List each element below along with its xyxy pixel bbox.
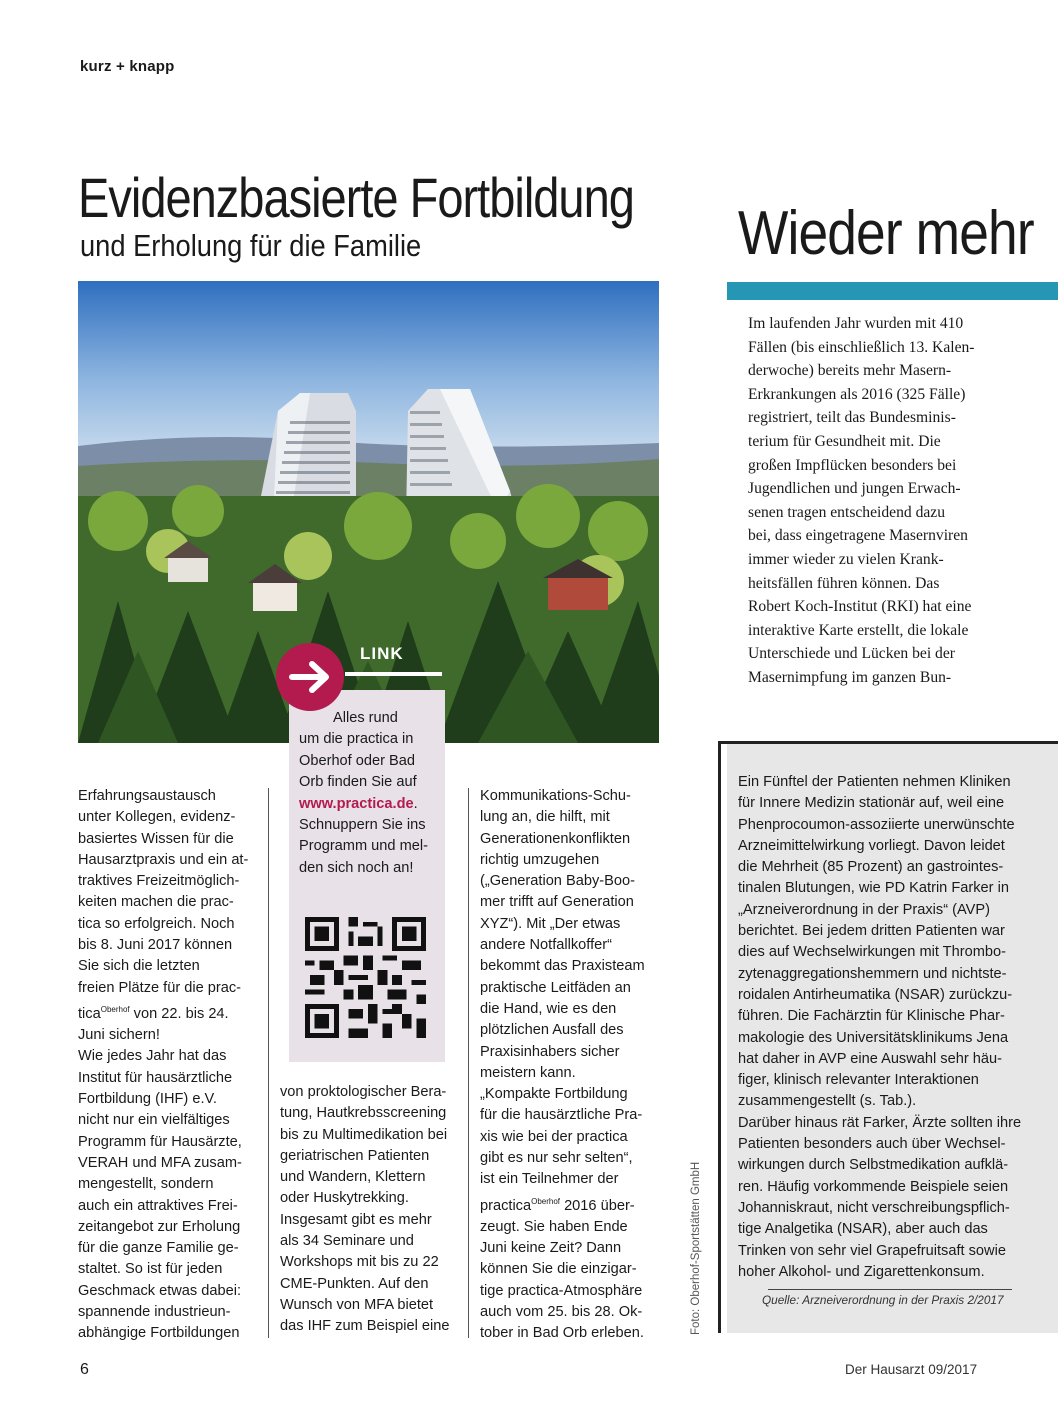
text-line: bis zu Multimedikation bei	[280, 1126, 448, 1143]
text-line: xis wie bei der practica	[480, 1128, 628, 1145]
text-line: Programm und mel-	[299, 838, 428, 855]
text-line: Robert Koch-Institut (RKI) hat eine	[748, 598, 972, 616]
text-line: Fällen (bis einschließlich 13. Kalen-	[748, 338, 975, 356]
text-line: Orb finden Sie auf	[299, 774, 417, 791]
text-line: Fortbildung (IHF) e.V.	[78, 1091, 217, 1108]
text-line: als 34 Seminare und	[280, 1233, 414, 1250]
text-line: zeugt. Sie haben Ende	[480, 1218, 628, 1235]
text-line: dies auf Wechselwirkungen mit Thrombo-	[738, 944, 1006, 961]
text-line: lung an, die hilft, mit	[480, 809, 610, 826]
text-line: wirkungen durch Selbstmedikation aufklä-	[738, 1157, 1009, 1174]
section-label: kurz + knapp	[80, 58, 175, 75]
url-suffix: .	[413, 795, 418, 812]
text-line: terium für Gesundheit mit. Die	[748, 432, 941, 450]
text-line: von proktologischer Bera-	[280, 1084, 447, 1100]
text-line: CME-Punkten. Auf den	[280, 1275, 429, 1292]
text-line: tige Analgetika (NSAR), aber auch das	[738, 1221, 988, 1238]
text-line: richtig umzugehen	[480, 851, 600, 868]
text-line: für Innere Medizin stationär auf, weil eine	[738, 795, 1005, 812]
text-line: figer, klinisch relevanter Interaktionen	[738, 1072, 979, 1089]
text-line: Masernimpfung im ganzen Bun-	[748, 668, 952, 686]
info-box-border	[718, 741, 1058, 744]
text-line: tige practica-Atmosphäre	[480, 1282, 643, 1299]
practica-link[interactable]: www.practica.de	[299, 795, 414, 812]
article-headline: Evidenzbasierte Fortbildung	[78, 166, 634, 229]
text-line: basiertes Wissen für die	[78, 830, 234, 847]
text-line: mengestellt, sondern	[78, 1176, 214, 1193]
text-line: Jugendlichen und jungen Erwach-	[748, 480, 961, 498]
text-line: registriert, teilt das Bundesminis-	[748, 409, 956, 427]
arrow-right-icon	[276, 643, 344, 711]
text-line: VERAH und MFA zusam-	[78, 1154, 242, 1171]
text-line: „Arzneiverordnung in der Praxis“ (AVP)	[738, 901, 990, 918]
text-line: Oberhof oder Bad	[299, 752, 416, 769]
accent-bar	[727, 282, 1058, 300]
text-line: zusammengestellt (s. Tab.).	[738, 1093, 917, 1110]
text-line: makologie des Universitätsklinikums Jena	[738, 1029, 1009, 1046]
text-line: Wunsch von MFA bietet	[280, 1296, 434, 1313]
text-line: Phenprocoumon-assoziierte unerwünschte	[738, 816, 1015, 833]
text-line: Wie jedes Jahr hat das	[78, 1048, 227, 1065]
text-line: staltet. So ist für jeden	[78, 1261, 223, 1278]
practica-sup: Oberhof	[531, 1196, 561, 1206]
text-line: mer trifft auf Generation	[480, 894, 634, 911]
text-line: 2016 über-	[560, 1197, 635, 1214]
source-rule	[768, 1289, 1012, 1290]
text-line: Schnuppern Sie ins	[299, 817, 426, 834]
text-line: auch vom 25. bis 28. Ok-	[480, 1303, 643, 1320]
text-line: Im laufenden Jahr wurden mit 410	[748, 315, 964, 332]
text-line: führen. Die Fachärztin für Klinische Phar-	[738, 1008, 1005, 1025]
text-line: die Mehrheit (85 Prozent) an gastrointes-	[738, 859, 1004, 876]
text-line: Kommunikations-Schu-	[480, 788, 631, 804]
article-column-3	[480, 786, 662, 1345]
text-line: großen Impflücken besonders bei	[748, 456, 957, 474]
text-line: Programm für Hausärzte,	[78, 1133, 242, 1150]
text-line: praktische Leitfäden an	[480, 979, 631, 996]
text-line: senen tragen entscheidend dazu	[748, 503, 946, 521]
link-text	[299, 708, 439, 879]
photo-credit: Foto: Oberhof-Sportstätten GmbH	[690, 1161, 702, 1335]
column-divider	[268, 788, 269, 1338]
text-line: immer wieder zu vielen Krank-	[748, 550, 944, 568]
info-box-border	[718, 741, 721, 1333]
text-line: Geschmack etwas dabei:	[78, 1282, 242, 1299]
article-column-2	[280, 1082, 462, 1338]
text-line: tober in Bad Orb erleben.	[480, 1325, 644, 1342]
text-line: roidalen Antirheumatika (NSAR) zurückzu-	[738, 986, 1013, 1003]
text-line: „Kompakte Fortbildung	[480, 1086, 628, 1103]
text-line: für die hausärztliche Pra-	[480, 1107, 643, 1124]
practica-word: tica	[78, 1005, 101, 1022]
text-line: unter Kollegen, evidenz-	[78, 809, 236, 826]
practica-sup: Oberhof	[100, 1004, 130, 1014]
text-line: ist ein Teilnehmer der	[480, 1171, 619, 1188]
text-line: Erfahrungsaustausch	[78, 788, 216, 804]
text-line: Sie sich die letzten	[78, 958, 200, 975]
text-line: tica so erfolgreich. Noch	[78, 915, 235, 932]
text-line: die Hand, wie es den	[480, 1000, 617, 1017]
text-line: Ein Fünftel der Patienten nehmen Kliniken	[738, 774, 1011, 790]
right-article-body	[748, 312, 1008, 690]
text-line: Unterschiede und Lücken bei der	[748, 645, 955, 663]
article-subheadline: und Erholung für die Familie	[80, 228, 422, 263]
text-line: meistern kann.	[480, 1064, 576, 1081]
text-line: interaktive Karte erstellt, die lokale	[748, 621, 969, 639]
text-line: Alles rund	[333, 710, 398, 726]
text-line: Hausarztpraxis und ein at-	[78, 851, 249, 868]
text-line: auch ein attraktives Frei-	[78, 1197, 238, 1214]
text-line: können Sie die einzigar-	[480, 1261, 637, 1278]
text-line: tung, Hautkrebsscreening	[280, 1105, 447, 1122]
text-line: freien Plätze für die prac-	[78, 979, 242, 996]
text-line: plötzlichen Ausfall des	[480, 1022, 624, 1039]
qr-code-icon[interactable]	[305, 917, 426, 1038]
text-line: für die ganze Familie ge-	[78, 1240, 239, 1257]
info-source: Quelle: Arzneiverordnung in der Praxis 2/2017	[762, 1293, 1004, 1307]
text-line: zytenaggregationshemmern und nichtste-	[738, 965, 1007, 982]
text-line: Institut für hausärztliche	[78, 1069, 233, 1086]
text-line: derwoche) bereits mehr Masern-	[748, 362, 952, 380]
text-line: Insgesamt gibt es mehr	[280, 1211, 432, 1228]
link-label: LINK	[360, 644, 404, 663]
text-line: geriatrischen Patienten	[280, 1147, 430, 1164]
text-line: Johanniskraut, nicht verschreibungspflich-	[738, 1199, 1010, 1216]
text-line: gibt es nur sehr selten“,	[480, 1150, 633, 1167]
text-line: tinalen Blutungen, wie PD Katrin Farker in	[738, 880, 1009, 897]
text-line: das IHF zum Beispiel eine	[280, 1318, 450, 1335]
text-line: traktives Freizeitmöglich-	[78, 873, 240, 890]
text-line: Darüber hinaus rät Farker, Ärzte sollten ihre	[738, 1114, 1022, 1131]
publication-info: Der Hausarzt 09/2017	[845, 1362, 978, 1377]
text-line: zeitangebot zur Erholung	[78, 1218, 241, 1235]
text-line: von 22. bis 24.	[129, 1005, 229, 1022]
text-line: Workshops mit bis zu 22	[280, 1254, 439, 1271]
text-line: Juni keine Zeit? Dann	[480, 1240, 622, 1257]
page-number: 6	[80, 1361, 89, 1378]
text-line: hoher Alkohol- und Zigarettenkonsum.	[738, 1263, 985, 1280]
text-line: bekommt das Praxisteam	[480, 958, 645, 975]
text-line: berichtet. Bei jedem dritten Patienten war	[738, 923, 1005, 940]
text-line: bei, dass eingetragene Masernviren	[748, 527, 968, 545]
text-line: bis 8. Juni 2017 können	[78, 937, 233, 954]
text-line: und Wandern, Klettern	[280, 1169, 426, 1186]
text-line: hat daher in AVP eine Auswahl sehr häu-	[738, 1050, 1002, 1067]
info-box-text	[738, 772, 1050, 1283]
text-line: um die practica in	[299, 731, 414, 748]
text-line: oder Huskytrekking.	[280, 1190, 409, 1207]
text-line: keiten machen die prac-	[78, 894, 234, 911]
practica-word: practica	[480, 1197, 532, 1214]
text-line: heitsfällen führen können. Das	[748, 574, 940, 592]
text-line: XYZ“). Mit „Der etwas	[480, 915, 621, 932]
text-line: Trinken von sehr viel Grapefruitsaft sowie	[738, 1242, 1006, 1259]
link-divider	[345, 672, 442, 676]
text-line: Arzneimittelwirkung vorliegt. Davon leidet	[738, 837, 1005, 854]
text-line: („Generation Baby-Boo-	[480, 873, 635, 890]
text-line: den sich noch an!	[299, 859, 414, 876]
text-line: abhängige Fortbildungen	[78, 1325, 240, 1342]
text-line: Erkrankungen als 2016 (325 Fälle)	[748, 385, 966, 403]
text-line: nicht nur ein vielfältiges	[78, 1112, 230, 1129]
text-line: ren. Häufig vorkommende Beispiele seien	[738, 1178, 1009, 1195]
article-column-1	[78, 786, 262, 1345]
text-line: Juni sichern!	[78, 1027, 160, 1044]
text-line: spannende industrieun-	[78, 1303, 231, 1320]
text-line: andere Notfallkoffer“	[480, 937, 612, 954]
text-line: Generationenkonflikten	[480, 830, 631, 847]
right-article-headline: Wieder mehr	[738, 199, 1034, 268]
text-line: Patienten besonders auch über Wechsel-	[738, 1136, 1006, 1153]
column-divider	[468, 788, 469, 1338]
text-line: Praxisinhabers sicher	[480, 1043, 620, 1060]
